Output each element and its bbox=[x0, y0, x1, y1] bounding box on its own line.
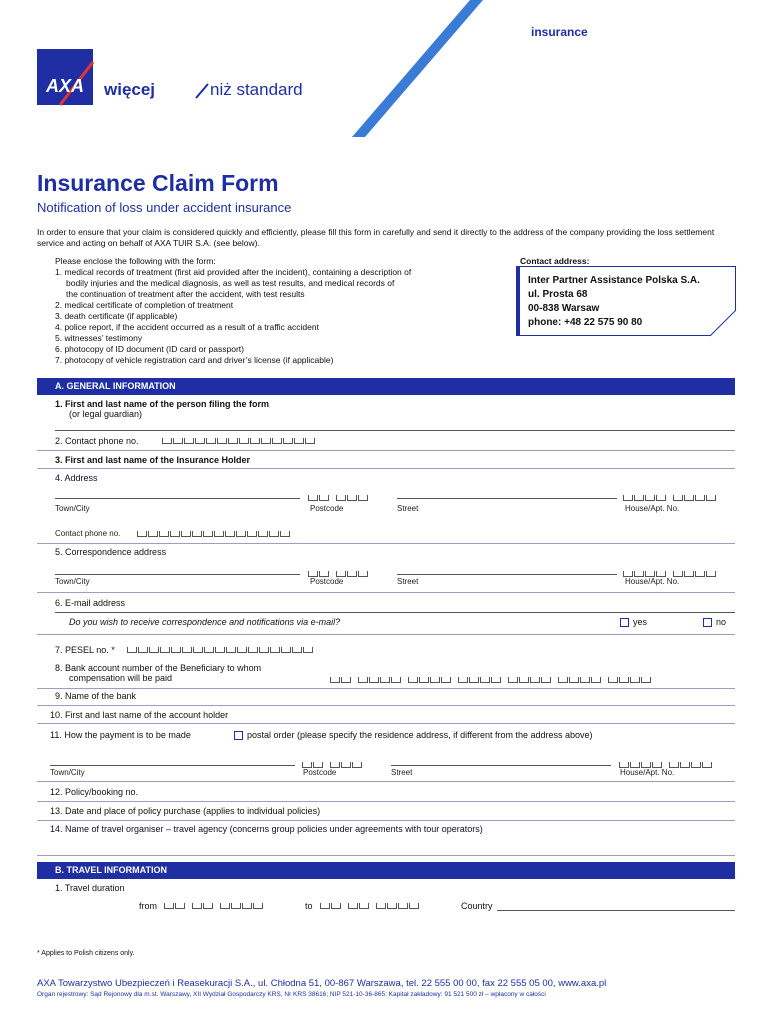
payment-street-input[interactable] bbox=[391, 765, 611, 766]
payment-town-label: Town/City bbox=[50, 768, 85, 777]
enclosure-item: 1. medical records of treatment (first aid provided after the incident), containing a description of bbox=[55, 267, 412, 277]
slogan-rest: niż standard bbox=[210, 80, 303, 99]
country-input[interactable] bbox=[497, 910, 735, 911]
town-label: Town/City bbox=[55, 504, 90, 513]
q8-sublabel: compensation will be paid bbox=[69, 673, 173, 683]
slogan-slash bbox=[196, 84, 208, 98]
travel-duration-label: 1. Travel duration bbox=[55, 883, 125, 893]
email-yes-option[interactable] bbox=[620, 617, 647, 627]
q1-label: 1. First and last name of the person filing the form bbox=[55, 399, 270, 409]
divider bbox=[37, 801, 735, 802]
divider bbox=[37, 634, 735, 635]
q8-label: 8. Bank account number of the Beneficiary to whom bbox=[55, 663, 262, 673]
divider bbox=[37, 688, 735, 689]
pesel-input[interactable] bbox=[127, 647, 314, 653]
divider bbox=[37, 820, 735, 821]
yes-checkbox[interactable] bbox=[620, 618, 629, 627]
to-label: to bbox=[305, 901, 313, 911]
house-input[interactable] bbox=[623, 495, 717, 501]
axa-logo-text: AXA bbox=[45, 76, 85, 96]
yes-label: yes bbox=[633, 617, 648, 627]
payment-street-label: Street bbox=[391, 768, 413, 777]
divider bbox=[37, 592, 735, 593]
postal-order-option[interactable] bbox=[234, 730, 593, 740]
phone-input[interactable] bbox=[162, 438, 316, 444]
q2-label: 2. Contact phone no. bbox=[55, 436, 139, 446]
contact-line: Inter Partner Assistance Polska S.A. bbox=[528, 275, 700, 286]
country-label: Country bbox=[461, 901, 493, 911]
divider bbox=[37, 450, 735, 451]
section-b-header: B. TRAVEL INFORMATION bbox=[37, 862, 735, 879]
enclosure-item: the continuation of treatment after the accident, with test results bbox=[66, 289, 305, 299]
enclosure-heading: Please enclose the following with the form: bbox=[55, 256, 216, 266]
q11-label: 11. How the payment is to be made bbox=[50, 730, 191, 740]
contact-line: 00-838 Warsaw bbox=[528, 303, 600, 314]
postal-order-checkbox[interactable] bbox=[234, 731, 243, 740]
footer-registry: Organ rejestrowy: Sąd Rejonowy dla m.st. Warszawy, XII Wydział Gospodarczy KRS, Nr KRS 38616; NIP 521-10-36-865; Kapitał zakładowy: 91 521 500 zł – wpłacony w całości bbox=[37, 991, 546, 998]
q4-label: 4. Address bbox=[55, 473, 98, 483]
from-date-input[interactable] bbox=[164, 903, 264, 909]
enclosure-item: 4. police report, if the accident occurred as a result of a traffic accident bbox=[55, 322, 319, 332]
postcode-label: Postcode bbox=[310, 504, 344, 513]
corr-street-input[interactable] bbox=[397, 574, 617, 575]
q5-label: 5. Correspondence address bbox=[55, 547, 167, 557]
town-input[interactable] bbox=[55, 498, 300, 499]
q3-label: 3. First and last name of the Insurance Holder bbox=[55, 455, 251, 465]
divider bbox=[37, 855, 735, 856]
q1-sublabel: (or legal guardian) bbox=[69, 409, 143, 419]
q1-input[interactable] bbox=[55, 430, 735, 431]
q10-label: 10. First and last name of the account holder bbox=[50, 710, 229, 720]
section-a-header: A. GENERAL INFORMATION bbox=[37, 378, 735, 395]
insurance-tag: insurance bbox=[531, 25, 588, 39]
corr-town-label: Town/City bbox=[55, 577, 90, 586]
bank-account-input[interactable] bbox=[330, 677, 652, 683]
no-label: no bbox=[716, 617, 727, 627]
postal-order-label: postal order (please specify the residence address, if different from the address above) bbox=[247, 730, 593, 740]
payment-house-label: House/Apt. No. bbox=[620, 768, 675, 777]
contact-line: ul. Prosta 68 bbox=[528, 289, 588, 300]
payment-town-input[interactable] bbox=[50, 765, 295, 766]
contact-box bbox=[516, 266, 736, 336]
no-checkbox[interactable] bbox=[703, 618, 712, 627]
divider bbox=[37, 723, 735, 724]
enclosure-item: 3. death certificate (if applicable) bbox=[55, 311, 178, 321]
q7-label: 7. PESEL no. * bbox=[55, 645, 115, 655]
enclosure-item: bodily injuries and the medical diagnosis, as well as test results, and medical records of bbox=[66, 278, 395, 288]
enclosure-item: 2. medical certificate of completion of treatment bbox=[55, 300, 234, 310]
q13-label: 13. Date and place of policy purchase (applies to individual policies) bbox=[50, 806, 321, 816]
email-input[interactable] bbox=[55, 612, 735, 613]
divider bbox=[37, 705, 735, 706]
to-date-input[interactable] bbox=[320, 903, 420, 909]
contact-label: Contact address: bbox=[520, 256, 590, 266]
from-label: from bbox=[139, 901, 157, 911]
street-label: Street bbox=[397, 504, 419, 513]
header-diagonal-stripe bbox=[352, 0, 483, 137]
q6-label: 6. E-mail address bbox=[55, 598, 126, 608]
slogan-bold: więcej bbox=[104, 80, 156, 99]
house-label: House/Apt. No. bbox=[625, 504, 680, 513]
divider bbox=[37, 543, 735, 544]
divider bbox=[37, 468, 735, 469]
contact-phone-input[interactable] bbox=[137, 531, 291, 537]
street-input[interactable] bbox=[397, 498, 617, 499]
contact-line: phone: +48 22 575 90 80 bbox=[528, 317, 643, 328]
enclosure-list bbox=[55, 256, 505, 366]
corr-postcode-label: Postcode bbox=[310, 577, 344, 586]
footer-company: AXA Towarzystwo Ubezpieczeń i Reasekuracji S.A., ul. Chłodna 51, 00-867 Warszawa, tel. 22 555 00 00, fax 22 555 05 00, www.axa.pl bbox=[37, 978, 607, 989]
enclosure-item: 6. photocopy of ID document (ID card or passport) bbox=[55, 344, 244, 354]
q14-label: 14. Name of travel organiser – travel agency (concerns group policies under agreements with tour operators) bbox=[50, 824, 483, 834]
q9-label: 9. Name of the bank bbox=[55, 691, 137, 701]
contact-phone-label: Contact phone no. bbox=[55, 529, 121, 538]
corr-town-input[interactable] bbox=[55, 574, 300, 575]
corr-house-label: House/Apt. No. bbox=[625, 577, 680, 586]
divider bbox=[37, 781, 735, 782]
page-subtitle: Notification of loss under accident insurance bbox=[37, 200, 292, 215]
page-title: Insurance Claim Form bbox=[37, 170, 279, 196]
email-question: Do you wish to receive correspondence and notifications via e-mail? bbox=[69, 617, 341, 627]
intro-text: In order to ensure that your claim is considered quickly and efficiently, please fill this form in carefully and send it directly to the address of the company providing the loss settlement service and acting on behalf of AXA TUIR S.A. (see below). bbox=[37, 227, 715, 248]
enclosure-item: 5. witnesses’ testimony bbox=[55, 333, 143, 343]
corr-street-label: Street bbox=[397, 577, 419, 586]
footnote: * Applies to Polish citizens only. bbox=[37, 950, 135, 957]
payment-postcode-label: Postcode bbox=[303, 768, 337, 777]
contact-box-corner bbox=[710, 310, 737, 337]
email-no-option[interactable] bbox=[703, 617, 726, 627]
enclosure-item: 7. photocopy of vehicle registration card and driver’s license (if applicable) bbox=[55, 355, 334, 365]
postcode-input[interactable] bbox=[308, 495, 369, 501]
q12-label: 12. Policy/booking no. bbox=[50, 787, 139, 797]
